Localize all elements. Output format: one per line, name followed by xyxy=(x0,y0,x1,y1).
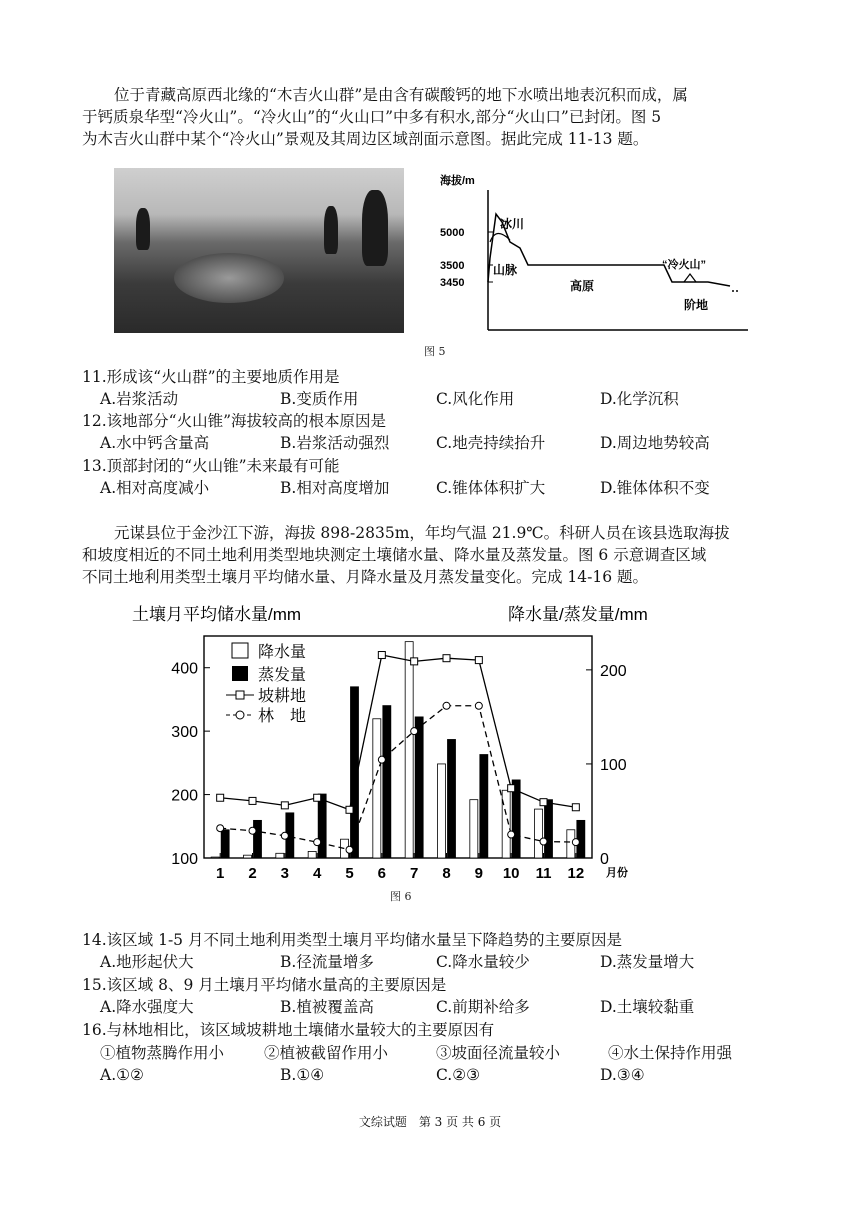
precip-bar xyxy=(405,642,413,858)
label-cold-volcano: “冷火山” xyxy=(662,259,706,271)
forest-point xyxy=(572,839,579,846)
precip-bar xyxy=(276,853,284,858)
forest-point xyxy=(475,702,482,709)
option-c: C.风化作用 xyxy=(436,390,515,408)
person-figure xyxy=(362,190,388,266)
cold-volcano-cone xyxy=(684,274,696,282)
legend-forest: 林 地 xyxy=(258,708,307,725)
legend-evap: 蒸发量 xyxy=(258,667,307,684)
option-d: D.土壤较黏重 xyxy=(600,998,695,1016)
intro-line: 元谋县位于金沙江下游，海拔 898-2835m，年均气温 21.9℃。科研人员在该县选取海拔 xyxy=(114,524,730,542)
option-d: D.③④ xyxy=(600,1066,645,1084)
option-c: C.地壳持续抬升 xyxy=(436,434,546,452)
person-figure xyxy=(324,206,338,254)
legend-slope: 坡耕地 xyxy=(258,688,307,705)
option-c: C.锥体体积扩大 xyxy=(436,479,546,497)
intro-line: 为木吉火山群中某个“冷火山”景观及其周边区域剖面示意图。据此完成 11-13 题。 xyxy=(82,130,649,148)
evap-bar xyxy=(415,717,423,858)
person-figure xyxy=(136,208,150,250)
left-tick-label: 400 xyxy=(171,660,198,678)
x-tick-label: 2 xyxy=(248,865,257,882)
option-b: B.岩浆活动强烈 xyxy=(280,434,390,452)
label-plateau: 高原 xyxy=(570,279,595,293)
option-b: B.变质作用 xyxy=(280,390,359,408)
option-a: A.岩浆活动 xyxy=(100,390,179,408)
option-b: B.径流量增多 xyxy=(280,953,374,971)
slope-farmland-point xyxy=(346,806,353,813)
question-12-options xyxy=(100,432,780,454)
slope-farmland-point xyxy=(572,804,579,811)
right-tick-label: 0 xyxy=(600,851,609,868)
evap-bar xyxy=(221,830,229,858)
crater-pool xyxy=(174,253,284,303)
forest-point xyxy=(508,831,515,838)
evap-bar xyxy=(545,800,553,858)
x-tick-label: 8 xyxy=(442,865,451,882)
right-tick-label: 100 xyxy=(600,756,627,774)
question-12: 12.该地部分“火山锥”海拔较高的根本原因是 xyxy=(82,412,386,430)
fig6-legend xyxy=(226,643,306,725)
x-tick-label: 10 xyxy=(502,865,520,882)
fig6-right-title: 降水量/蒸发量/mm xyxy=(508,605,648,624)
slope-farmland-point xyxy=(475,657,482,664)
forest-point xyxy=(281,832,288,839)
x-tick-label: 5 xyxy=(345,865,354,882)
slope-farmland-point xyxy=(314,794,321,801)
question-13-options xyxy=(100,477,780,499)
question-14-options xyxy=(100,951,780,973)
statement-3: ③坡面径流量较小 xyxy=(436,1044,561,1062)
question-16-options xyxy=(100,1064,780,1086)
option-b: B.相对高度增加 xyxy=(280,479,390,497)
x-tick-label: 4 xyxy=(312,865,322,882)
forest-point xyxy=(314,839,321,846)
cold-volcano-photo xyxy=(114,168,404,333)
statement-4: ④水土保持作用强 xyxy=(608,1044,733,1062)
option-c: C.前期补给多 xyxy=(436,998,530,1016)
fig6-left-title: 土壤月平均储水量/mm xyxy=(132,605,302,624)
forest-point xyxy=(540,838,547,845)
question-11: 11.形成该“火山群”的主要地质作用是 xyxy=(82,368,340,386)
option-d: D.化学沉积 xyxy=(600,390,679,408)
forest-point xyxy=(411,728,418,735)
option-a: A.相对高度减小 xyxy=(100,479,210,497)
legend-swatch-evap xyxy=(232,666,248,681)
legend-swatch-precip xyxy=(232,643,248,658)
evap-bar xyxy=(448,739,456,858)
fig5-profile-diagram xyxy=(430,168,760,340)
slope-farmland-point xyxy=(249,797,256,804)
question-11-options xyxy=(100,388,780,410)
evap-bar xyxy=(318,794,326,858)
slope-farmland-point xyxy=(540,799,547,806)
fig5-tick-5000: 5000 xyxy=(440,227,465,239)
legend-precip: 降水量 xyxy=(258,644,307,661)
statement-2: ②植被截留作用小 xyxy=(264,1044,389,1062)
intro-line: 位于青藏高原西北缘的“木吉火山群”是由含有碳酸钙的地下水喷出地表沉积而成，属 xyxy=(114,86,688,104)
evap-bar xyxy=(254,820,262,858)
page-footer: 文综试题 第 3 页 共 6 页 xyxy=(358,1115,502,1129)
question-13: 13.顶部封闭的“火山锥”未来最有可能 xyxy=(82,457,340,475)
precip-bar xyxy=(535,809,543,858)
forest-point xyxy=(443,702,450,709)
forest-point xyxy=(346,846,353,853)
forest-point xyxy=(249,827,256,834)
option-a: A.降水强度大 xyxy=(100,998,194,1016)
precip-bar xyxy=(438,764,446,858)
intro-line: 于钙质泉华型“冷火山”。“冷火山”的“火山口”中多有积水,部分“火山口”已封闭。图 5 xyxy=(82,108,662,126)
right-tick-label: 200 xyxy=(600,662,627,680)
x-tick-label: 6 xyxy=(377,865,387,882)
fig5-caption: 图 5 xyxy=(424,345,446,358)
x-tick-label: 11 xyxy=(535,865,552,882)
option-a: A.①② xyxy=(100,1066,144,1084)
option-d: D.周边地势较高 xyxy=(600,434,710,452)
precip-bar xyxy=(308,851,316,858)
slope-farmland-point xyxy=(443,655,450,662)
label-mountain: 山脉 xyxy=(493,263,518,277)
slope-farmland-point xyxy=(217,794,224,801)
slope-farmland-point xyxy=(508,785,515,792)
fig6-caption: 图 6 xyxy=(390,890,412,903)
question-16-statements xyxy=(100,1042,780,1064)
fig6-chart xyxy=(120,598,680,888)
x-tick-label: 1 xyxy=(215,865,225,882)
label-glacier: 冰川 xyxy=(500,217,525,231)
intro-paragraph-1 xyxy=(82,84,782,150)
left-tick-label: 200 xyxy=(171,787,198,805)
fig5-tick-3450: 3450 xyxy=(440,277,465,289)
precip-bar xyxy=(373,719,381,858)
question-15: 15.该区域 8、9 月土壤月平均储水量高的主要原因是 xyxy=(82,976,447,994)
option-c: C.②③ xyxy=(436,1066,481,1084)
intro-line: 和坡度相近的不同土地利用类型地块测定土壤储水量、降水量及蒸发量。图 6 示意调查区域 xyxy=(82,546,707,564)
question-16: 16.与林地相比，该区域坡耕地土壤储水量较大的主要原因有 xyxy=(82,1021,495,1039)
forest-point xyxy=(217,825,224,832)
intro-paragraph-2 xyxy=(82,522,782,588)
evap-bar xyxy=(383,706,391,858)
precip-bar xyxy=(244,855,252,858)
slope-farmland-point xyxy=(281,802,288,809)
x-tick-label: 3 xyxy=(280,865,290,882)
legend-marker-slope xyxy=(236,691,244,699)
forest-line xyxy=(220,706,576,850)
forest-point xyxy=(378,756,385,763)
left-tick-label: 100 xyxy=(171,851,198,868)
fig5-ylabel: 海拔/m xyxy=(440,175,475,187)
legend-marker-forest xyxy=(236,711,244,719)
precip-bar xyxy=(470,800,478,858)
option-a: A.水中钙含量高 xyxy=(100,434,210,452)
x-tick-label: 12 xyxy=(567,865,585,882)
option-d: D.锥体体积不变 xyxy=(600,479,710,497)
intro-line: 不同土地利用类型土壤月平均储水量、月降水量及月蒸发量变化。完成 14-16 题。 xyxy=(82,568,649,586)
slope-farmland-point xyxy=(411,658,418,665)
slope-farmland-point xyxy=(378,652,385,659)
x-tick-label: 9 xyxy=(474,865,484,882)
statement-1: ①植物蒸腾作用小 xyxy=(100,1044,225,1062)
option-b: B.植被覆盖高 xyxy=(280,998,374,1016)
x-unit-label: 月份 xyxy=(606,867,628,879)
question-15-options xyxy=(100,996,780,1018)
label-terrace: 阶地 xyxy=(684,298,709,312)
precip-bar xyxy=(211,857,219,858)
option-b: B.①④ xyxy=(280,1066,325,1084)
left-tick-label: 300 xyxy=(171,724,198,742)
option-c: C.降水量较少 xyxy=(436,953,530,971)
option-a: A.地形起伏大 xyxy=(100,953,194,971)
terrain-profile-line xyxy=(488,214,730,286)
option-d: D.蒸发量增大 xyxy=(600,953,695,971)
fig5-tick-3500: 3500 xyxy=(440,260,465,272)
question-14: 14.该区域 1-5 月不同土地利用类型土壤月平均储水量呈下降趋势的主要原因是 xyxy=(82,931,622,949)
evap-bar xyxy=(480,755,488,858)
x-tick-label: 7 xyxy=(409,865,419,882)
